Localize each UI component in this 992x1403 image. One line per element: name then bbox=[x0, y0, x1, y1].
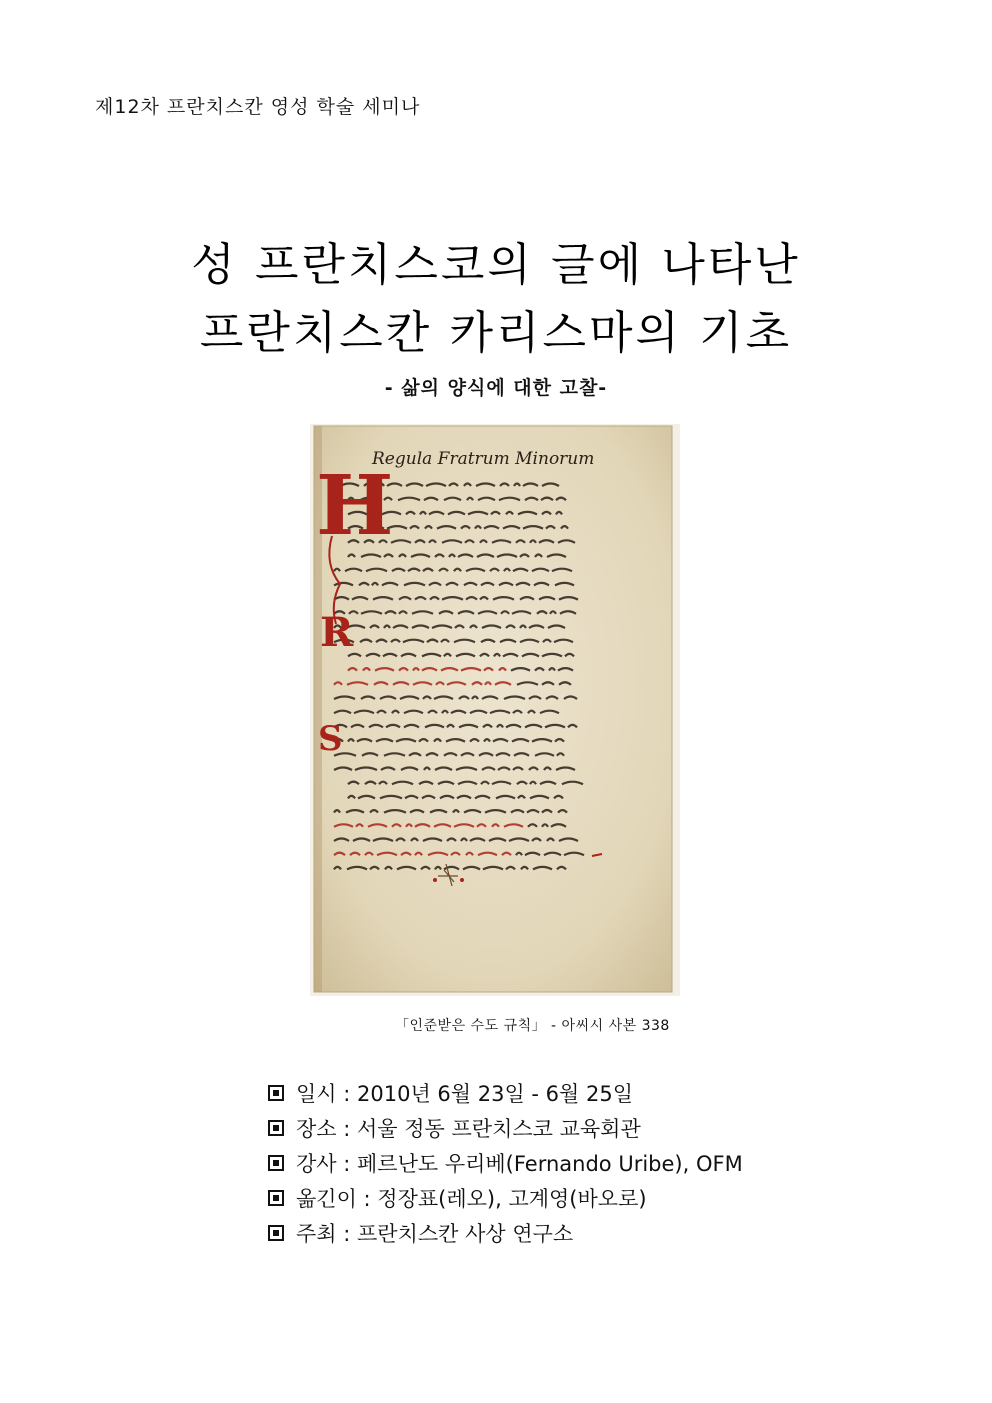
seminar-series-label: 제12차 프란치스칸 영성 학술 세미나 bbox=[95, 96, 421, 118]
page-subtitle: - 삶의 양식에 대한 고찰- bbox=[384, 377, 608, 399]
svg-text:H: H bbox=[316, 458, 394, 554]
manuscript-image bbox=[310, 424, 680, 996]
event-detail-text: 강사 : 페르난도 우리베(Fernando Uribe), OFM bbox=[296, 1151, 743, 1176]
event-detail-text: 일시 : 2010년 6월 23일 - 6월 25일 bbox=[296, 1081, 633, 1106]
svg-text:S: S bbox=[318, 719, 343, 759]
event-detail-text: 장소 : 서울 정동 프란치스코 교육회관 bbox=[296, 1116, 641, 1141]
event-details-list bbox=[268, 1075, 743, 1250]
svg-text:R: R bbox=[320, 609, 354, 656]
checkbox-square-icon bbox=[268, 1120, 284, 1136]
checkbox-square-icon bbox=[268, 1225, 284, 1241]
event-detail-text: 주최 : 프란치스칸 사상 연구소 bbox=[296, 1221, 574, 1246]
page-title-line-1: 성 프란치스코의 글에 나타난 bbox=[191, 238, 801, 291]
event-detail-item bbox=[268, 1075, 743, 1110]
image-caption: 「인준받은 수도 규칙」 - 아씨시 사본 338 bbox=[395, 1018, 670, 1034]
manuscript-heading: Regula Fratrum Minorum bbox=[372, 449, 595, 469]
event-detail-text: 옮긴이 : 정장표(레오), 고계영(바오로) bbox=[296, 1186, 647, 1211]
checkbox-square-icon bbox=[268, 1155, 284, 1171]
page-title-line-2: 프란치스칸 카리스마의 기초 bbox=[199, 306, 793, 359]
event-detail-item bbox=[268, 1145, 743, 1180]
checkbox-square-icon bbox=[268, 1190, 284, 1206]
event-detail-item bbox=[268, 1110, 743, 1145]
event-detail-item bbox=[268, 1215, 743, 1250]
event-detail-item bbox=[268, 1180, 743, 1215]
checkbox-square-icon bbox=[268, 1085, 284, 1101]
